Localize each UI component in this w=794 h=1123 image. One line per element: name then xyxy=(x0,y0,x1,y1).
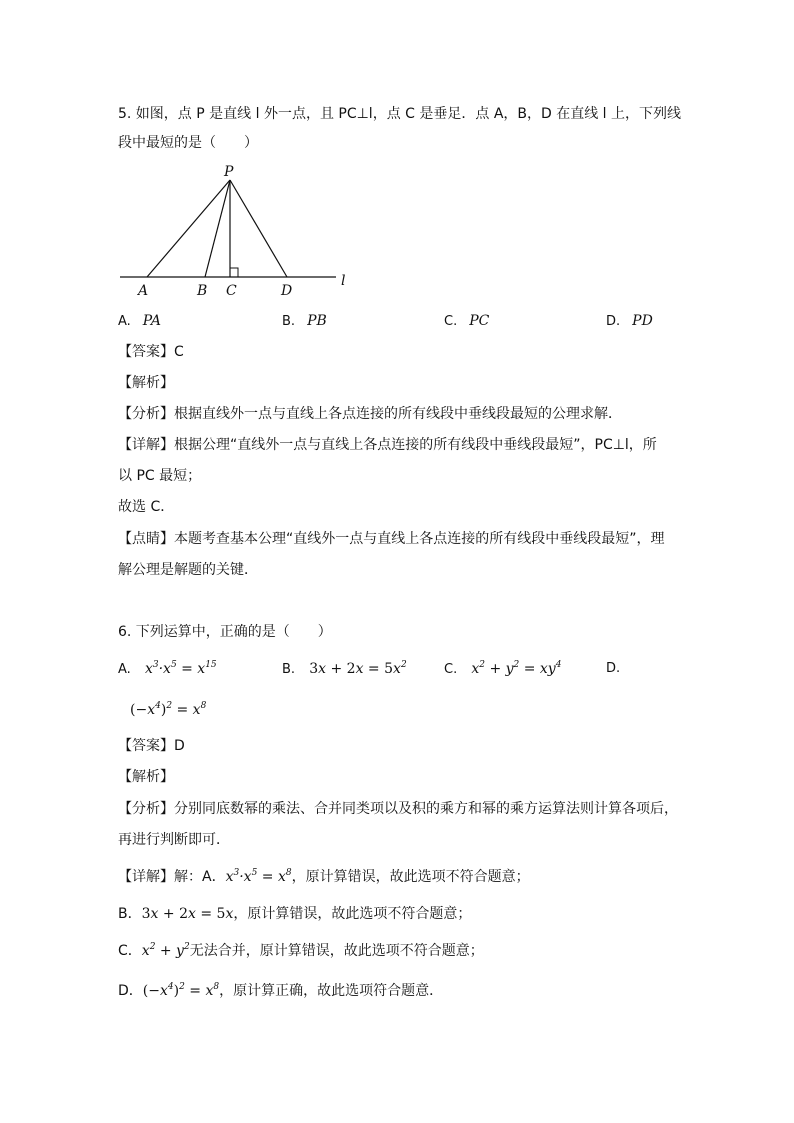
formula-d: $(-x^4)^2 = x^8$ xyxy=(130,701,207,718)
label-l: l xyxy=(341,273,346,289)
option-value: PA xyxy=(142,313,162,329)
xiangjie-suffix: 无法合并，原计算错误，故此选项不符合题意； xyxy=(189,943,484,959)
q6-option-b xyxy=(282,659,407,680)
q5-stem-line2: 段中最短的是（ ） xyxy=(118,135,258,151)
option-letter: A. xyxy=(118,662,131,677)
option-letter: B. xyxy=(282,662,296,677)
q6-xiangjie-c xyxy=(118,941,484,961)
option-value: PD xyxy=(632,313,653,329)
xiangjie-prefix: C． xyxy=(118,943,142,959)
q5-guxuan: 故选 C． xyxy=(118,499,175,515)
option-letter: D. xyxy=(606,661,621,676)
q6-jiexi: 【解析】 xyxy=(118,769,174,785)
segment-PD xyxy=(230,180,287,277)
q5-geometry-figure xyxy=(110,160,370,300)
formula-c: $x^2 + y^2 = xy^4$ xyxy=(471,660,562,677)
label-C: C xyxy=(226,283,237,299)
label-P: P xyxy=(224,164,234,180)
formula-xiangjie-c: $x^2 + y^2$ xyxy=(141,942,190,959)
formula-xiangjie-b: 3x + 2x = 5x xyxy=(141,906,234,922)
option-letter: C. xyxy=(444,314,458,329)
xiangjie-suffix: ，原计算错误，故此选项不符合题意； xyxy=(291,869,530,885)
label-B: B xyxy=(197,283,208,299)
xiangjie-prefix: 【详解】解：A． xyxy=(118,869,226,885)
formula-xiangjie-a: $x^3\cdot x^5 = x^8$ xyxy=(225,868,292,885)
label-D: D xyxy=(281,283,293,299)
xiangjie-suffix: ，原计算错误，故此选项不符合题意； xyxy=(233,906,472,922)
option-letter: C. xyxy=(444,662,458,677)
q5-stem-line1: 5. 如图，点 P 是直线 l 外一点，且 PC⊥l，点 C 是垂足．点 A，B，D 在直线 l 上，下列线 xyxy=(118,106,682,122)
q6-answer: 【答案】D xyxy=(118,738,185,754)
q6-xiangjie-a xyxy=(118,867,530,887)
q6-xiangjie-d xyxy=(118,981,443,1001)
q6-option-a xyxy=(118,659,217,680)
option-letter: B. xyxy=(282,314,296,329)
q5-option-c xyxy=(444,311,489,332)
q6-option-c xyxy=(444,659,561,680)
q6-stem: 6. 下列运算中，正确的是（ ） xyxy=(118,624,332,640)
q5-xiangjie-line2: 以 PC 最短； xyxy=(118,468,202,484)
q5-option-b xyxy=(282,311,327,332)
q6-option-d-formula xyxy=(118,700,206,721)
q5-dianjing-line2: 解公理是解题的关键． xyxy=(118,562,258,578)
q5-option-a xyxy=(118,311,161,332)
option-value: PC xyxy=(469,313,490,329)
q5-fenxi: 【分析】根据直线外一点与直线上各点连接的所有线段中垂线段最短的公理求解． xyxy=(118,406,622,422)
q5-answer: 【答案】C xyxy=(118,344,184,360)
q5-jiexi: 【解析】 xyxy=(118,375,174,391)
xiangjie-prefix: B． xyxy=(118,906,142,922)
option-value: PB xyxy=(307,313,327,329)
right-angle-mark xyxy=(230,268,238,277)
option-letter: D. xyxy=(606,314,621,329)
formula-b: $3x + 2x = 5x^2$ xyxy=(309,660,407,677)
q5-dianjing-line1: 【点睛】本题考查基本公理“直线外一点与直线上各点连接的所有线段中垂线段最短”，理 xyxy=(118,531,665,547)
q5-xiangjie-line1: 【详解】根据公理“直线外一点与直线上各点连接的所有线段中垂线段最短”，PC⊥l，所 xyxy=(118,437,657,453)
q5-option-d xyxy=(606,311,653,332)
option-letter: A. xyxy=(118,314,131,329)
q6-fenxi-line2: 再进行判断即可． xyxy=(118,832,230,848)
xiangjie-suffix: ，原计算正确，故此选项符合题意． xyxy=(219,983,444,999)
xiangjie-prefix: D． xyxy=(118,983,143,999)
q6-option-d xyxy=(606,659,620,679)
formula-xiangjie-d: $(-x^4)^2 = x^8$ xyxy=(142,982,220,999)
label-A: A xyxy=(138,283,149,299)
q6-xiangjie-b xyxy=(118,904,471,924)
formula-a: $x^3\cdot x^5 = x^{15}$ xyxy=(144,660,217,677)
q6-fenxi-line1: 【分析】分别同底数幂的乘法、合并同类项以及积的乘方和幂的乘方运算法则计算各项后， xyxy=(118,801,678,817)
